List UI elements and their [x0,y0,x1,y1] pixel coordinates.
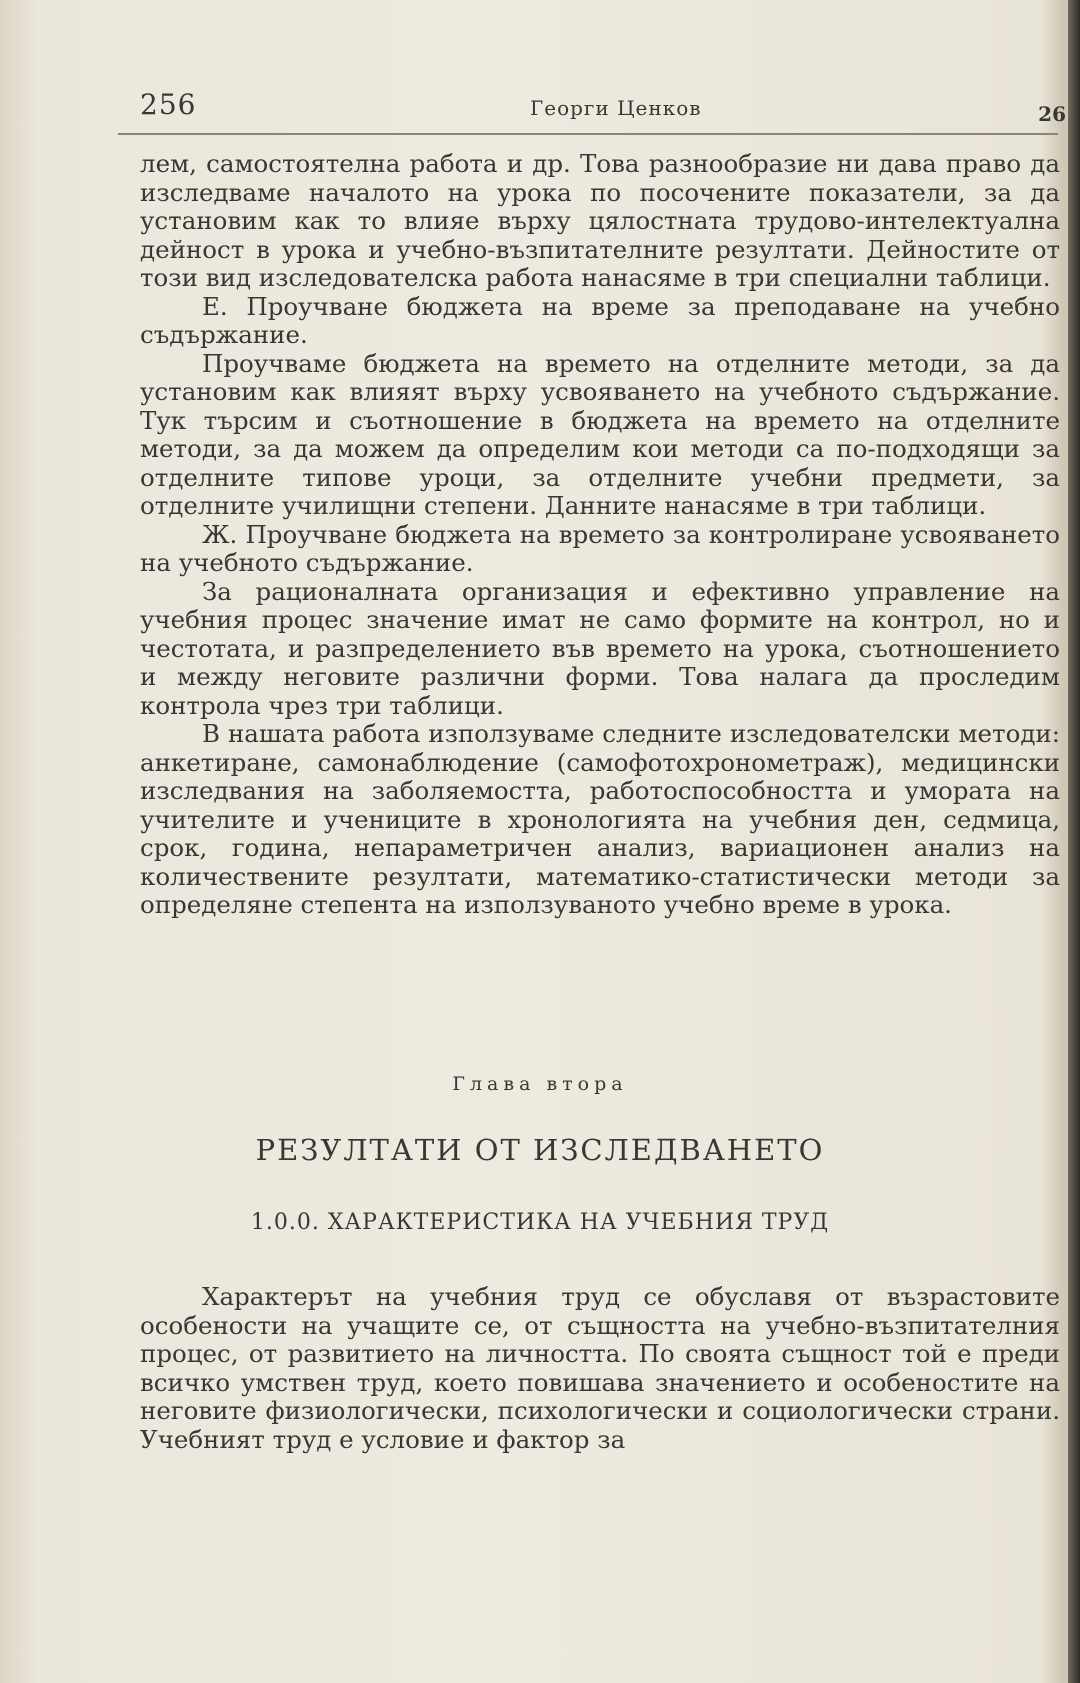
section-title: ХАРАКТЕРИСТИКА НА УЧЕБНИЯ ТРУД [327,1210,830,1235]
next-page-number: 26 [1038,102,1066,126]
body-text [140,150,1060,920]
paragraph: За рационалната организация и ефективно управление на учебния процес значение имат не само формите на контрол, но и честотата, и разпределението във времето на урока, съотношението и между неговите различни форми. Това налага да проследим контрола чрез три таблици. [140,576,1060,720]
chapter-label: Глава втора [452,1073,628,1095]
running-head: Георги Ценков [530,96,702,120]
paragraph: Характерът на учебния труд се обуславя от възрастовите особености на учащите се, от същността на учебно-възпитателния процес, от развитието на личността. По своята същност той е преди всичко умствен труд, което повишава значението и особеностите на неговите физиологически, психологически и социологически страни. Учебният труд е условие и фактор за [140,1282,1060,1454]
section-text [140,1283,1060,1454]
paragraph: В нашата работа използуваме следните изследователски методи: анкетиране, самонаблюдение (самофотохронометраж), медицински изследвания на заболяемостта, работоспособността и умората на учителите и учениците в хронологията на учебния ден, седмица, срок, година, непараметричен анализ, вариационен анализ на количествените резултати, математико-статистически методи за определяне степента на използуваното учебно време в урока. [140,719,1060,919]
chapter-title: РЕЗУЛТАТИ ОТ ИЗСЛЕДВАНЕТО [255,1133,825,1167]
section-heading [0,1210,1080,1235]
paragraph: Ж. Проучване бюджета на времето за контролиране усвояването на учебното съдържание. [140,519,1060,577]
paragraph: Проучваме бюджета на времето на отделните методи, за да установим как влияят върху усвояването на учебното съдържание. Тук търсим и съотношение в бюджета на времето на отделните методи, за да можем да определим кои методи са по-подходящи за отделните типове уроци, за отделните учебни предмети, за отделните училищни степени. Данните нанасяме в три таблици. [140,348,1060,520]
header-rule [118,133,1058,135]
section-number: 1.0.0. [250,1210,320,1235]
page-number: 256 [140,88,197,121]
page-edge-shadow [1068,0,1080,1683]
paragraph: лем, самостоятелна работа и др. Това разнообразие ни дава право да изследваме началото на урока по посочените показатели, за да установим как то влияе върху цялостната трудово-интелектуална дейност в урока и учебно-възпитателните резултати. Дейностите от този вид изследователска работа нанасяме в три специални таблици. [140,149,1060,292]
paragraph: Е. Проучване бюджета на време за преподаване на учебно съдържание. [140,291,1060,349]
page-header [140,88,1066,128]
